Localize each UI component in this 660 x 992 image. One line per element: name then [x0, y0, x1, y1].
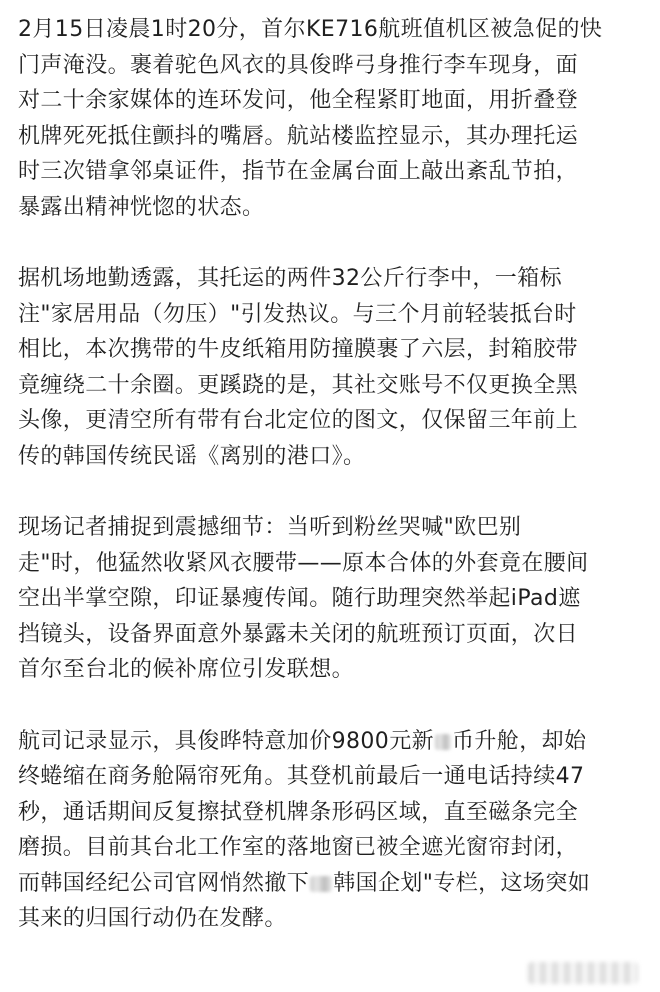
text-line: 机牌死死抵住颤抖的嘴唇。航站楼监控显示，其办理托运 — [18, 123, 579, 149]
text-line — [18, 866, 642, 902]
text-line: 头像，更清空所有带有台北定位的图文，仅保留三年前上 — [18, 408, 579, 433]
text-line: 竟缠绕二十余圈。更蹊跷的是，其社交账号不仅更换全黑 — [18, 372, 579, 398]
text-fragment: 航司记录显示，具俊晔特意加价9800元新 — [18, 728, 434, 754]
text-fragment: 币升舱，却始 — [452, 728, 587, 754]
text-line: 时三次错拿邻桌证件，指节在金属台面上敲出紊乱节拍， — [18, 159, 579, 184]
text-line: 注"家居用品（勿压）"引发热议。与三个月前轻装抵台时 — [18, 301, 577, 327]
paragraph-2 — [18, 261, 642, 474]
text-line: 传的韩国传统民谣《离别的港口》。 — [18, 443, 366, 469]
text-line: 秒，通话期间反复擦拭登机牌条形码区域，直至磁条完全 — [18, 799, 579, 825]
text-line: 据机场地勤透露，其托运的两件32公斤行李中，一箱标 — [18, 266, 562, 291]
text-line: 其来的归国行动仍在发酵。 — [18, 906, 287, 931]
paragraph-spacer — [18, 474, 642, 510]
text-line: 磨损。目前其台北工作室的落地窗已被全遮光窗帘封闭， — [18, 835, 579, 860]
text-line: 空出半掌空隙，印证暴瘦传闻。随行助理突然举起iPad遮 — [18, 586, 581, 611]
paragraph-spacer — [18, 688, 642, 724]
text-line: 终蜷缩在商务舱隔帘死角。其登机前最后一通电话持续47 — [18, 764, 585, 789]
text-fragment: 而韩国经纪公司官网悄然撤下 — [18, 870, 310, 896]
text-line — [18, 724, 642, 760]
text-line: 2月15日凌晨1时20分，首尔KE716航班值机区被急促的快 — [18, 17, 603, 42]
text-line: 暴露出精神恍惚的状态。 — [18, 194, 265, 220]
text-line: 现场记者捕捉到震撼细节：当听到粉丝哭喊"欧巴别 — [18, 515, 522, 540]
text-line: 对二十余家媒体的连环发问，他全程紧盯地面，用折叠登 — [18, 88, 579, 113]
text-line: 走"时，他猛然收紧风衣腰带——原本合体的外套竟在腰间 — [18, 550, 589, 576]
paragraph-3 — [18, 510, 642, 688]
text-fragment: 韩国企划"专栏，这场突如 — [333, 870, 591, 896]
text-line: 挡镜头，设备界面意外暴露未关闭的航班预订页面，次日 — [18, 621, 579, 647]
redaction-blur — [435, 734, 451, 750]
redaction-blur — [310, 876, 332, 892]
paragraph-4 — [18, 724, 642, 937]
paragraph-1 — [18, 12, 642, 225]
paragraph-spacer — [18, 225, 642, 261]
text-line: 相比，本次携带的牛皮纸箱用防撞膜裹了六层，封箱胶带 — [18, 337, 579, 362]
watermark-blur — [528, 962, 638, 984]
text-line: 首尔至台北的候补席位引发联想。 — [18, 657, 355, 682]
text-line: 门声淹没。裹着驼色风衣的具俊晔弓身推行李车现身，面 — [18, 52, 579, 78]
